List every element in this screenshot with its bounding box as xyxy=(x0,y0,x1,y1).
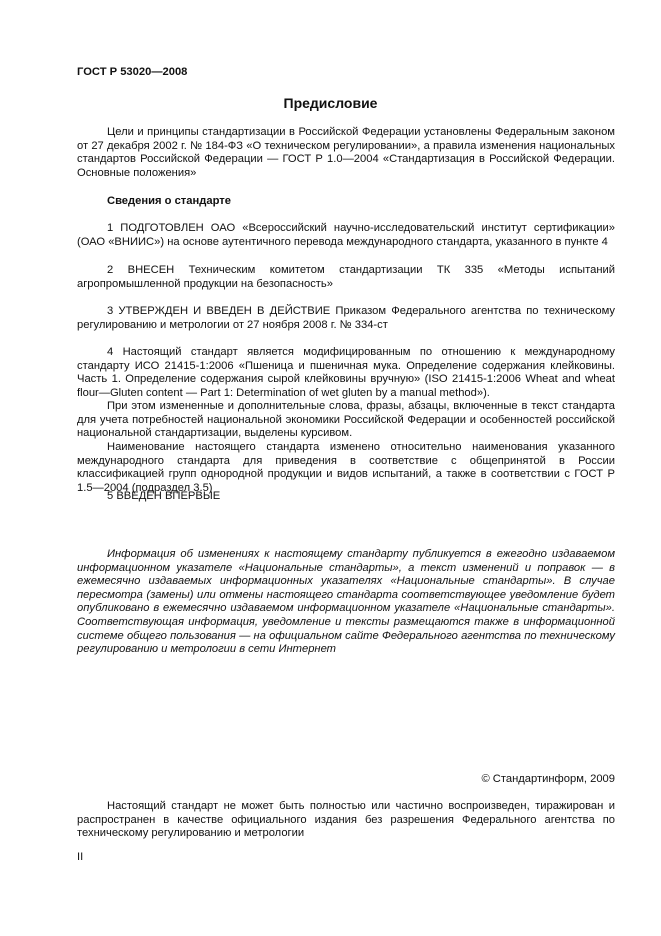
item-4-paragraph: 4 Настоящий стандарт является модифицированным по отношению к международному стандарту ИСО 21415-1:2006 «Пшеница и пшеничная мука. Определение содержания клейковины. Часть 1. Определение содержания сырой клейковины вручную» (ISO 21415-1:2006 Wheat and wheat flour—Gluten content — Part 1: Determination of wet gluten by a manual method»). xyxy=(77,346,615,399)
intro-paragraph: Цели и принципы стандартизации в Российской Федерации установлены Федеральным законом от 27 декабря 2002 г. № 184-ФЗ «О техническом регулировании», а правила изменения национальных стандартов Российской Федерации — ГОСТ Р 1.0—2004 «Стандартизация в Российской Федерации. Основные положения» xyxy=(77,126,615,179)
standard-info-subheading: Сведения о стандарте xyxy=(107,195,231,207)
item-2-paragraph: 2 ВНЕСЕН Техническим комитетом стандартизации ТК 335 «Методы испытаний агропромышленной продукции на безопасность» xyxy=(77,264,615,290)
page-number: II xyxy=(77,851,84,863)
copyright-notice: © Стандартинформ, 2009 xyxy=(481,773,615,785)
item-3-paragraph: 3 УТВЕРЖДЕН И ВВЕДЕН В ДЕЙСТВИЕ Приказом Федерального агентства по техническому регулированию и метрологии от 27 ноября 2008 г. № 334-ст xyxy=(77,305,615,331)
rights-paragraph: Настоящий стандарт не может быть полностью или частично воспроизведен, тиражирован и распространен в качестве официального издания без разрешения Федерального агентства по техническому регулированию и метрологии xyxy=(77,800,615,840)
item-1-paragraph: 1 ПОДГОТОВЛЕН ОАО «Всероссийский научно-исследовательский институт сертификации» (ОАО «ВНИИС») на основе аутентичного перевода международного стандарта, указанного в пункте 4 xyxy=(77,222,615,248)
item-4-name-change-paragraph: Наименование настоящего стандарта изменено относительно наименования указанного международного стандарта для приведения в соответствие с общепринятой в России классификацией групп однородной продукции и видов испытаний, а также в соответствии с ГОСТ Р 1.5—2004 (подраздел 3.5) xyxy=(77,441,615,494)
item-5-paragraph: 5 ВВЕДЕН ВПЕРВЫЕ xyxy=(107,490,221,502)
page-title: Предисловие xyxy=(283,95,378,111)
item-4-modifications-paragraph: При этом измененные и дополнительные слова, фразы, абзацы, включенные в текст стандарта для учета потребностей национальной экономики Российской Федерации и особенностей российской национальной стандартизации, выделены курсивом. xyxy=(77,400,615,440)
changes-notice-paragraph: Информация об изменениях к настоящему стандарту публикуется в ежегодно издаваемом информационном указателе «Национальные стандарты», а текст изменений и поправок — в ежемесячно издаваемых информационных указателях «Национальные стандарты». В случае пересмотра (замены) или отмены настоящего стандарта соответствующее уведомление будет опубликовано в ежемесячно издаваемом информационном указателе «Национальные стандарты». Соответствующая информация, уведомление и тексты размещаются также в информационной системе общего пользования — на официальном сайте Федерального агентства по техническому регулированию и метрологии в сети Интернет xyxy=(77,548,615,656)
standard-code-header: ГОСТ Р 53020—2008 xyxy=(77,66,188,78)
